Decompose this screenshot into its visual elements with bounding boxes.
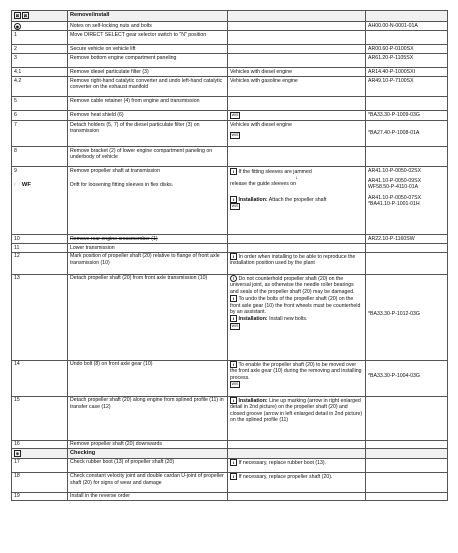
table-row: 14 Undo bolt (8) on front axle gear (10) i To enable the propeller shaft (20) to be moved over the front axle gear (10) during the removing and installing process. WIS *BA33.30-P-1004-03G [12, 360, 448, 396]
reference-link[interactable]: AR41.10-P-0050-09SX [368, 177, 422, 184]
reference-link[interactable]: AR14.40-P-1000SXI [366, 68, 448, 77]
table-row: 19 Install in the reverse order [12, 492, 448, 501]
table-row: 10 Remove rear engine crossmember (1) AR22.10-P-1160SW [12, 234, 448, 243]
info-icon: i [230, 295, 237, 302]
table-row: 4.2 Remove right-hand catalytic converter and undo left-hand catalytic converter on the exhaust manifold Vehicles with gasoline engine AR49.10-P-7100SX [12, 77, 448, 97]
info-icon: i [230, 315, 237, 322]
step-number: 9 [14, 167, 17, 174]
table-row: 13 Detach propeller shaft (20) from front axle transmission (10) ! Do not counterhold propeller shaft (20) on the universal joint, as otherwise the needle roller bearings and seals of the propeller shaft (20) may be damaged. i To undo the bolts of the propeller shaft (20) on the front axle gear (10) the front wheels must be counterheld by an assistant. i Installation: Install new bolts. WIS *BA33.30-P-1012-03G [12, 274, 448, 360]
info-icon: i [230, 196, 237, 203]
info-icon: i [230, 397, 237, 404]
step-number: 3 [12, 54, 68, 68]
info-icon: i [230, 459, 237, 466]
step-number: 8 [12, 146, 68, 166]
step-number: 13 [12, 274, 68, 360]
workshop-tool-icon: 🗁 [14, 181, 21, 188]
step-number: 7 [12, 120, 68, 146]
reference-link[interactable]: AR49.10-P-7100SX [366, 77, 448, 97]
table-row: ◉ Notes on self-locking nuts and bolts AH00.00-N-0001-01A [12, 22, 448, 31]
install-icon: ⊠ [23, 12, 28, 18]
step-number: 6 [12, 111, 68, 120]
tool-icon: WIS [231, 203, 239, 208]
note-icon: ◉ [15, 23, 20, 29]
reference-link[interactable]: AR22.10-P-1160SW [366, 234, 448, 243]
section-title: Checking [68, 449, 228, 458]
section-header-checking [12, 449, 448, 458]
table-row: 7 Detach holders (5, 7) of the diesel particulate filter (3) on transmission Vehicles with diesel engine WIS *BA27.40-P-1008-01A [12, 120, 448, 146]
table-row: 8 Remove bracket (2) of lower engine compartment paneling on underbody of vehicle [12, 146, 448, 166]
reference-link[interactable]: AR00.60-P-0100SX [366, 45, 448, 54]
reference-link[interactable]: *BA33.30-P-1004-03G [368, 373, 420, 380]
wf-label: WF [21, 181, 31, 188]
tool-icon: WIS [231, 113, 239, 118]
step-number: 14 [12, 360, 68, 396]
reference-link[interactable]: *BA33.30-P-1012-03G [368, 311, 420, 318]
step-number: 5 [12, 97, 68, 111]
procedure-table [11, 10, 448, 501]
section-header-remove-install [12, 11, 448, 22]
remove-icon: ⊠ [15, 12, 20, 18]
step-number: 4.1 [12, 68, 68, 77]
table-row: 18 Check constant velocity joint and double cardan U-joint of propeller shaft (20) for signs of wear and damage i If necessary, replace propeller shaft (20). [12, 472, 448, 492]
section-title: Remove/install [68, 11, 228, 22]
step-number: 2 [12, 45, 68, 54]
table-row: 12 Mark position of propeller shaft (20) relative to flange of front axle transmission (10) i In order when installing to be able to reproduce the installation position used by the plant [12, 252, 448, 274]
info-icon: i [230, 168, 237, 175]
reference-link[interactable]: *BA41.10-P-1001-01H [368, 201, 420, 208]
info-icon: i [230, 253, 237, 260]
tool-icon: WIS [231, 132, 239, 137]
step-number: 16 [12, 440, 68, 449]
table-row: 16 Remove propeller shaft (20) downwards [12, 440, 448, 449]
step-number: 18 [12, 472, 68, 492]
reference-link[interactable]: AR41.10-P-0050-02SX [368, 167, 422, 174]
tool-icon: WIS [231, 323, 239, 328]
table-row: 9 🗁 WF Remove propeller shaft at transmission Drift for loosening fitting sleeves in flex disks. i If the fitting sleeves are jammed ↓ release the guide sleeves on i Installation: Attach the propeller shaft WIS AR41.10-P-0050-02SX AR41.10-P-0050-09SX WF58.50-P-4110-01A AR41.10-P-0050-07SX *BA41.10-P-1001-01H [12, 166, 448, 234]
procedure-document [11, 10, 447, 501]
table-row: 17 Check rubber boot (13) of propeller shaft (20) i If necessary, replace rubber boot (13). [12, 458, 448, 472]
step-number: 19 [12, 492, 68, 501]
step-number: 17 [12, 458, 68, 472]
reference-link[interactable]: *BA27.40-P-1008-01A [368, 129, 420, 136]
info-icon: i [230, 361, 237, 368]
warning-icon: ! [230, 275, 237, 282]
arrow-down-icon: ↓ [295, 174, 298, 181]
table-row: 15 Detach propeller shaft (20) along engine from splined profile (11) in transfer case (12) i Installation: Line up marking (arrow in right enlarged detail in 2nd picture) on the propeller shaft (20) and closed groove (arrow in left enlarged detail in 2nd picture) on the splined profile (11) [12, 396, 448, 440]
table-row: 2 Secure vehicle on vehicle lift AR00.60-P-0100SX [12, 45, 448, 54]
table-row: 11 Lower transmission [12, 243, 448, 252]
table-row: 5 Remove cable retainer (4) from engine and transmission [12, 97, 448, 111]
reference-link[interactable]: *BA33.30-P-1009-03G [366, 111, 448, 120]
info-icon: i [230, 473, 237, 480]
step-number: 10 [12, 234, 68, 243]
table-row: 3 Remove bottom engine compartment paneling AR61.20-P-1105SX [12, 54, 448, 68]
reference-link[interactable]: AR61.20-P-1105SX [366, 54, 448, 68]
checking-icon: ⊕ [15, 450, 20, 456]
table-row: 4.1 Remove diesel particulate filter (3) Vehicles with diesel engine AR14.40-P-1000SXI [12, 68, 448, 77]
table-row: 6 Remove heat shield (6) WIS *BA33.30-P-1009-03G [12, 111, 448, 120]
step-number: 1 [12, 31, 68, 45]
table-row: 1 Move DIRECT SELECT gear selector switch to "N" position [12, 31, 448, 45]
reference-link[interactable]: AR41.10-P-0050-07SX [368, 194, 422, 201]
reference-link[interactable]: AH00.00-N-0001-01A [366, 22, 448, 31]
step-number: 4.2 [12, 77, 68, 97]
step-number: 11 [12, 243, 68, 252]
reference-link[interactable]: WF58.50-P-4110-01A [368, 184, 419, 191]
tool-icon: WIS [231, 382, 239, 387]
step-number: 12 [12, 252, 68, 274]
step-number: 15 [12, 396, 68, 440]
